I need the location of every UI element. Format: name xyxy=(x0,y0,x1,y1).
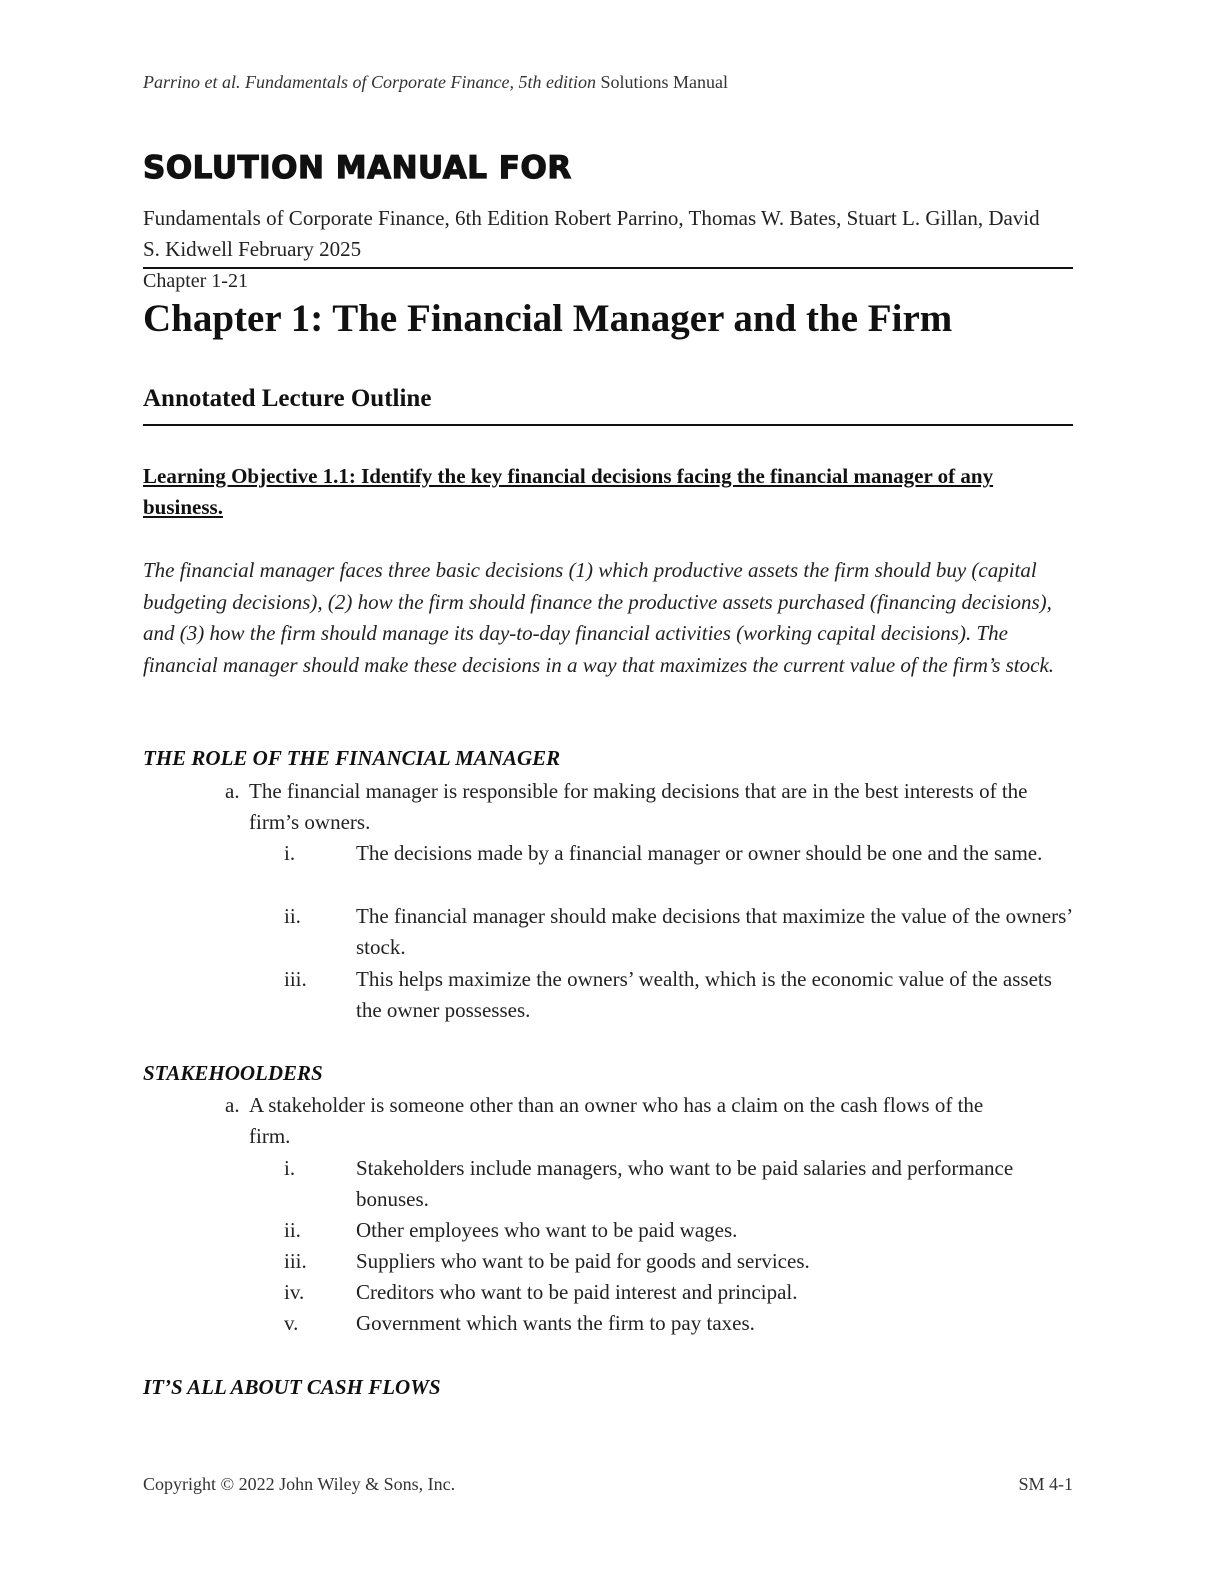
sub-list-text: The financial manager should make decisions that maximize the value of the owners’ stock. xyxy=(356,904,1072,959)
running-header-suffix: Solutions Manual xyxy=(600,72,728,92)
footer-copyright: Copyright © 2022 John Wiley & Sons, Inc. xyxy=(143,1474,456,1494)
section-heading-cash-flows: IT’S ALL ABOUT CASH FLOWS xyxy=(143,1375,441,1399)
sub-list-text: The decisions made by a financial manager or owner should be one and the same. xyxy=(356,841,1043,865)
solution-manual-banner: SOLUTION MANUAL FOR xyxy=(143,150,572,186)
section-heading-stakeholders: STAKEHOOLDERS xyxy=(143,1061,323,1085)
sub-list-text: Government which wants the firm to pay taxes. xyxy=(356,1311,755,1335)
section-heading-role: THE ROLE OF THE FINANCIAL MANAGER xyxy=(143,746,561,770)
sub-list-marker: iv. xyxy=(284,1280,305,1304)
list-item-text: A stakeholder is someone other than an owner who has a claim on the cash flows of the firm. xyxy=(249,1093,984,1148)
sub-list-text: Creditors who want to be paid interest and principal. xyxy=(356,1280,798,1304)
sub-list-text: Suppliers who want to be paid for goods and services. xyxy=(356,1249,810,1273)
sub-list-text: Other employees who want to be paid wages. xyxy=(356,1218,738,1242)
sub-list-marker: iii. xyxy=(284,967,307,991)
sub-list-marker: i. xyxy=(284,841,296,865)
sub-list-text: Stakeholders include managers, who want to be paid salaries and performance bonuses. xyxy=(356,1156,1014,1211)
running-header xyxy=(143,72,728,93)
sub-list-marker: iii. xyxy=(284,1249,307,1273)
footer-page-number: SM 4-1 xyxy=(1018,1474,1073,1494)
sub-list-marker: i. xyxy=(284,1156,296,1180)
book-subtitle: Fundamentals of Corporate Finance, 6th Edition Robert Parrino, Thomas W. Bates, Stuart L. Gillan, David S. Kidwell February 2025 xyxy=(143,206,1040,261)
sub-list-marker: v. xyxy=(284,1311,299,1335)
chapter-title: Chapter 1: The Financial Manager and the Firm xyxy=(143,297,953,340)
list-marker: a. xyxy=(225,779,240,803)
divider-top xyxy=(143,267,1073,269)
list-marker: a. xyxy=(225,1093,240,1117)
chapter-range: Chapter 1-21 xyxy=(143,270,248,292)
objective-summary: The financial manager faces three basic decisions (1) which productive assets the firm should buy (capital budgeting decisions), (2) how the firm should finance the productive assets purchased (financing decisions), and (3) how the firm should manage its day-to-day financial activities (working capital decisions). The financial manager should make these decisions in a way that maximizes the current value of the firm’s stock. xyxy=(143,558,1055,677)
outline-heading: Annotated Lecture Outline xyxy=(143,385,432,412)
sub-list-marker: ii. xyxy=(284,904,301,928)
list-item-text: The financial manager is responsible for making decisions that are in the best interests of the firm’s owners. xyxy=(249,779,1028,834)
sub-list-text: This helps maximize the owners’ wealth, which is the economic value of the assets the owner possesses. xyxy=(356,967,1052,1022)
divider-bottom xyxy=(143,424,1073,426)
running-header-title: Parrino et al. Fundamentals of Corporate Finance, 5th edition xyxy=(143,72,596,92)
learning-objective: Learning Objective 1.1: Identify the key financial decisions facing the financial manager of any business. xyxy=(143,464,994,519)
sub-list-marker: ii. xyxy=(284,1218,301,1242)
